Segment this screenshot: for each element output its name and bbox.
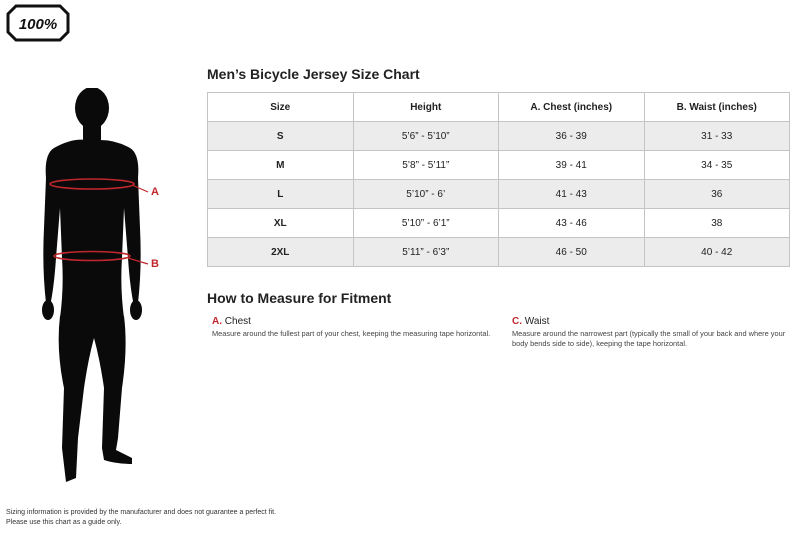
height-cell: 5’6” - 5’10” [353,122,499,151]
chest-marker-label: A [151,186,159,198]
brand-logo-text: 100% [18,16,58,33]
column-header-waist: B. Waist (inches) [644,93,790,122]
chest-heading [212,316,492,327]
height-cell: 5’10” - 6’ [353,180,499,209]
chest-cell: 41 - 43 [499,180,645,209]
disclaimer-line-1: Sizing information is provided by the manufacturer and does not guarantee a perfect fit. [6,509,277,516]
chest-cell: 36 - 39 [499,122,645,151]
waist-marker-label: B [151,258,159,270]
chest-label: Chest [224,316,251,327]
size-table [207,92,790,267]
chest-cell: 43 - 46 [499,209,645,238]
how-to-measure-title: How to Measure for Fitment [207,290,392,306]
waist-cell: 31 - 33 [644,122,790,151]
chest-description: Measure around the fullest part of your chest, keeping the measuring tape horizontal. [212,329,491,338]
size-cell: S [208,122,354,151]
table-header-row [208,93,790,122]
chest-letter: A. [212,316,222,327]
table-row [208,122,790,151]
height-cell: 5’8” - 5’11” [353,151,499,180]
height-cell: 5’11” - 6’3” [353,238,499,267]
table-row [208,238,790,267]
size-cell: M [208,151,354,180]
waist-description: Measure around the narrowest part (typically the small of your back and where your body bends side to side), keeping the tape horizontal. [512,329,786,348]
waist-instructions [512,316,792,349]
column-header-height: Height [353,93,499,122]
waist-cell: 36 [644,180,790,209]
disclaimer [6,508,406,528]
table-row [208,209,790,238]
waist-letter: C. [512,316,522,327]
brand-logo [6,4,70,42]
chest-cell: 39 - 41 [499,151,645,180]
height-cell: 5’10” - 6’1” [353,209,499,238]
waist-label: Waist [524,316,550,327]
disclaimer-line-2: Please use this chart as a guide only. [6,519,122,526]
size-cell: XL [208,209,354,238]
waist-cell: 40 - 42 [644,238,790,267]
column-header-size: Size [208,93,354,122]
waist-cell: 34 - 35 [644,151,790,180]
table-row [208,180,790,209]
waist-heading [512,316,792,327]
column-header-chest: A. Chest (inches) [499,93,645,122]
size-cell: 2XL [208,238,354,267]
table-row [208,151,790,180]
chest-cell: 46 - 50 [499,238,645,267]
chest-instructions [212,316,492,339]
size-cell: L [208,180,354,209]
body-silhouette [20,88,180,488]
chart-title: Men’s Bicycle Jersey Size Chart [207,66,420,82]
waist-cell: 38 [644,209,790,238]
